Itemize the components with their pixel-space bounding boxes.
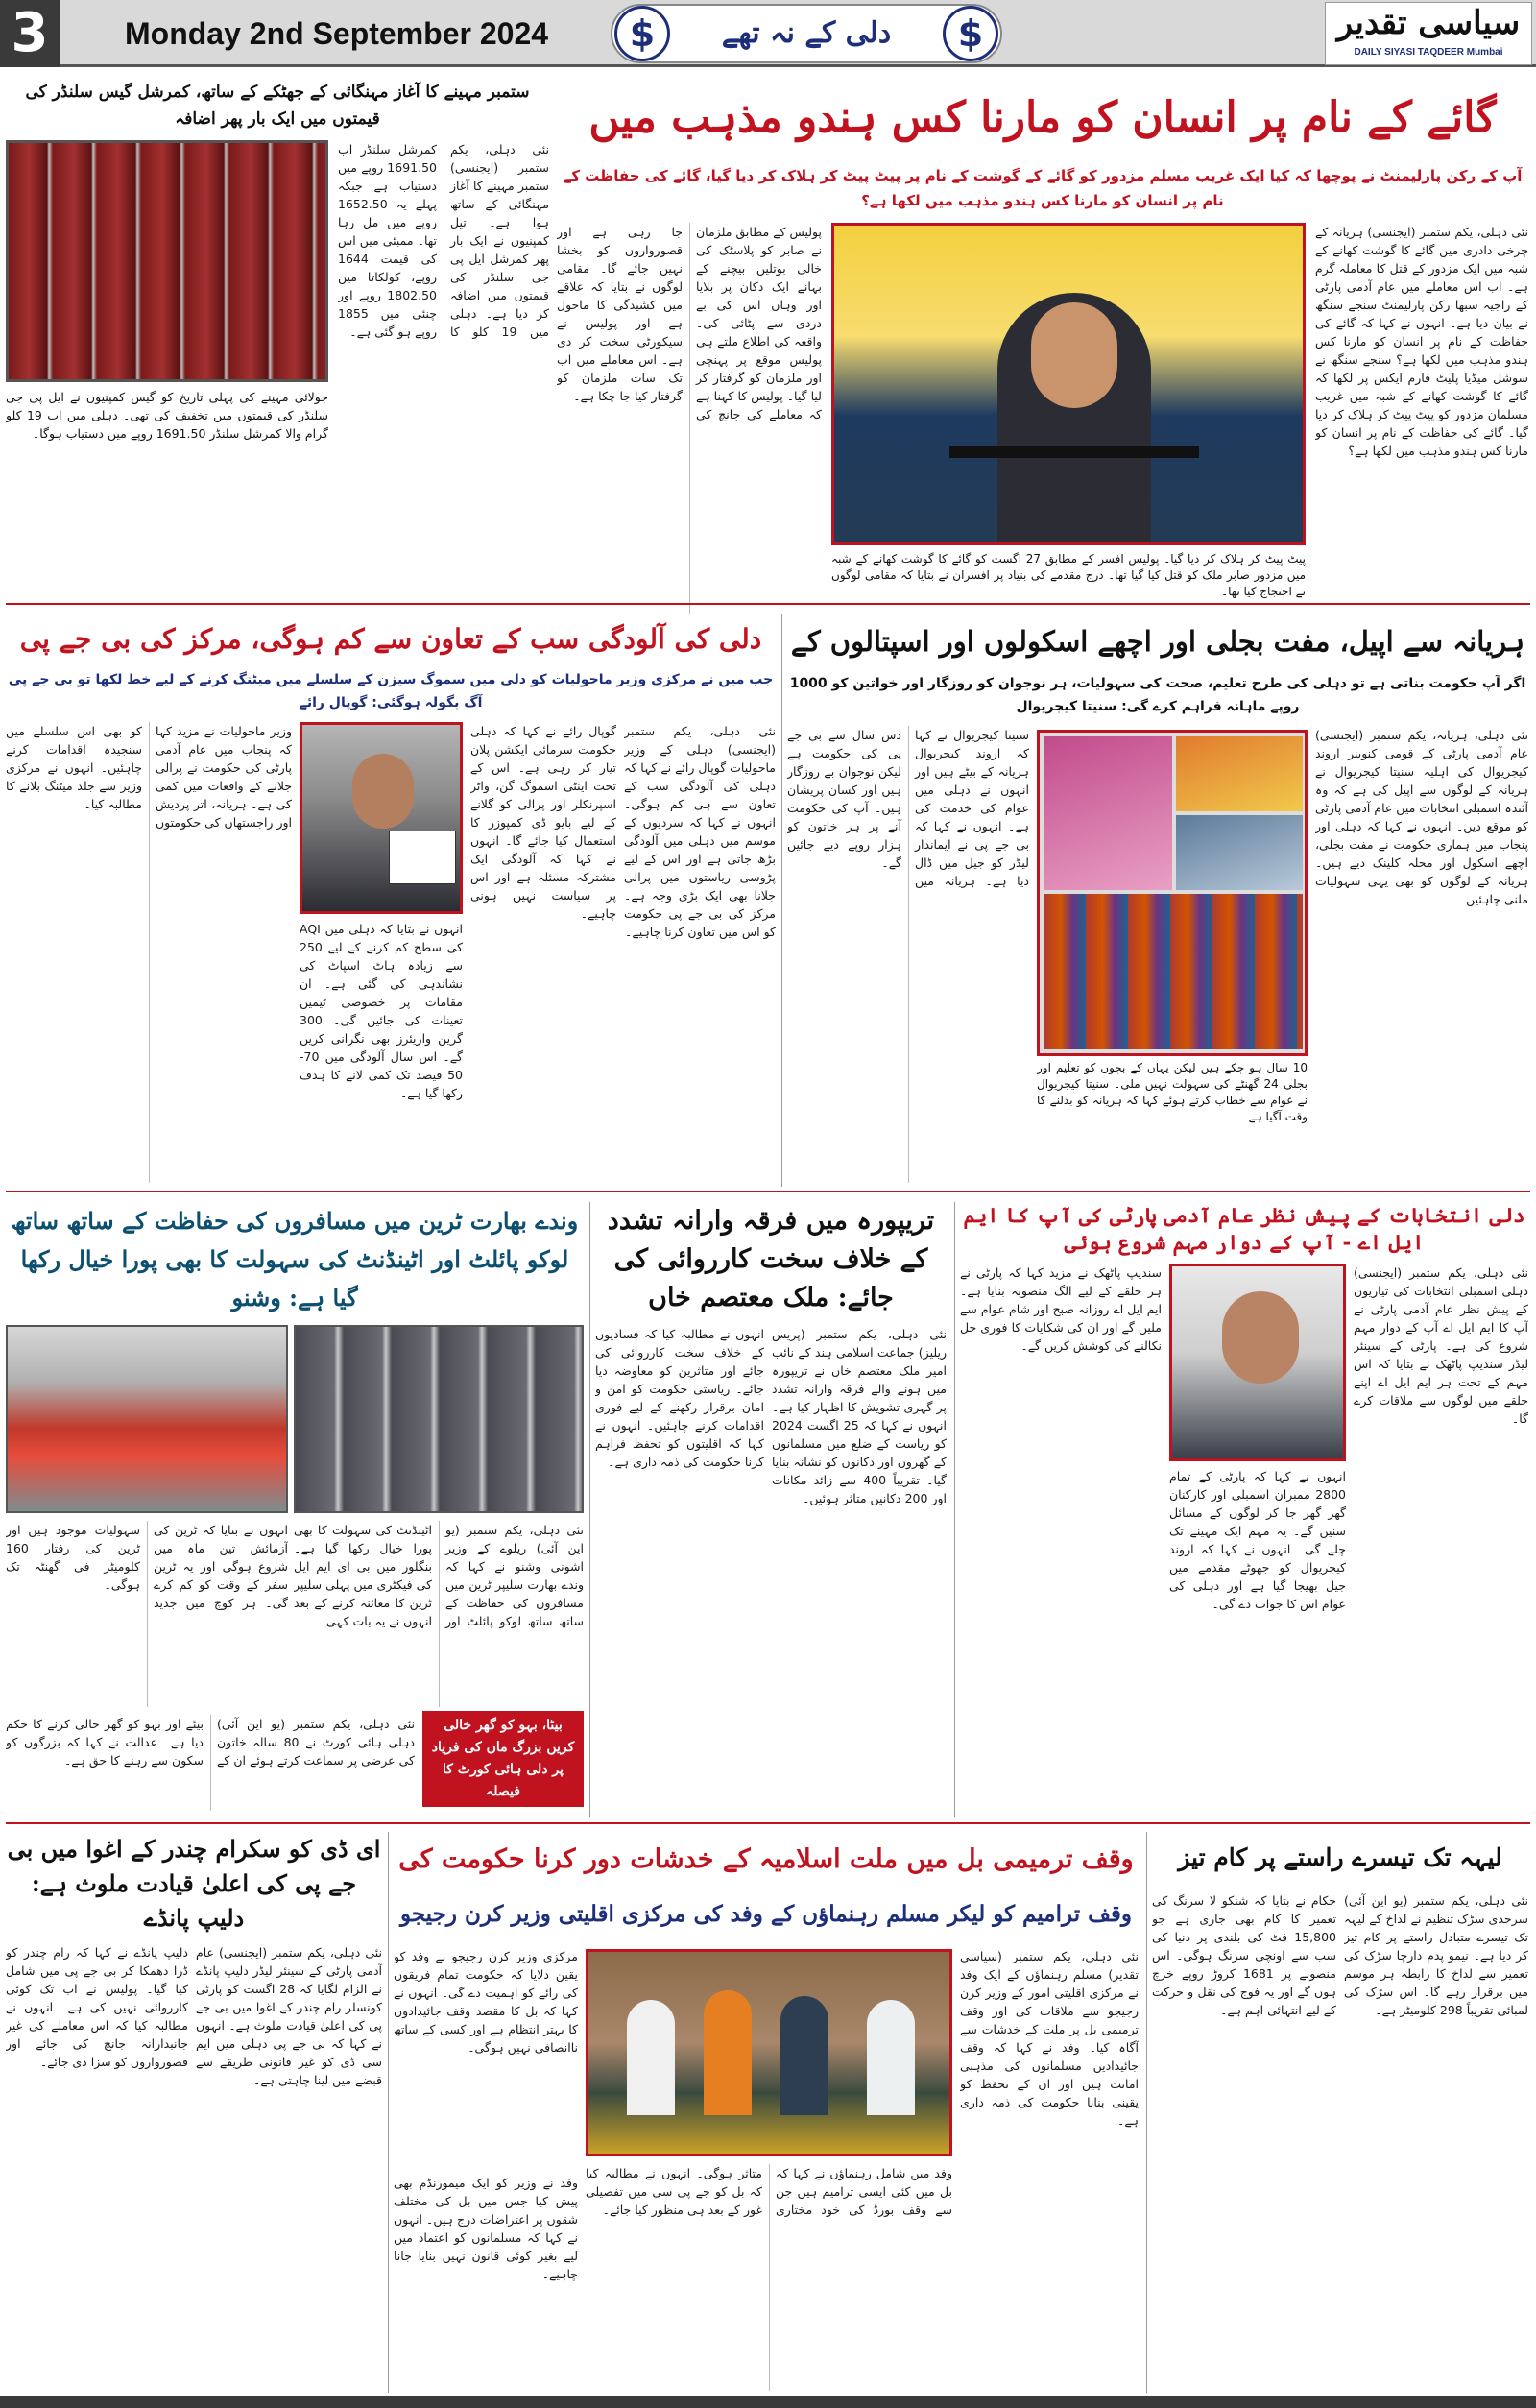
- aap-text-a: نئی دہلی، یکم ستمبر (ایجنسی) دہلی اسمبلی انتخابات کی تیاریوں کے پیش نظر عام آدمی پارٹی نے آپ کا ایم ایل اے آپ کے دوار مہم شروع کی ہے۔ پارٹی کے سینئر لیڈر سندیپ پاٹھک نے بتایا کہ اس مہم کے تحت ہر ایم ایل اے اپنے حلقے میں لوگوں سے ملاقات کرے گا۔: [1354, 1265, 1528, 1426]
- person-figure: [704, 1990, 752, 2115]
- ed-text-a: نئی دہلی، یکم ستمبر (ایجنسی) عام آدمی پارٹی کے سینئر لیڈر دلیپ پانڈے نے الزام لگایا کہ 28 اگست کو پارٹی کونسلر رام چندر کے اغوا میں بی جے پی کی اعلیٰ قیادت ملوث ہے۔ انہوں نے کہا کہ بی جے پی دہلی میں ایم سی ڈی کو غیر قانونی طریقے سے قبضے میں لینا چاہتی ہے۔: [196, 1945, 382, 2087]
- collage-tile: [1044, 736, 1172, 890]
- lead-photo-caption: پیٹ پیٹ کر ہلاک کر دیا گیا۔ پولیس افسر کے مطابق 27 اگست کو گائے کا گوشت کھانے کے شبہ میں مزدور صابر ملک کو قتل کیا گیا تھا۔ درج مقدمے کی بنیاد پر افسران نے بتایا کہ مقامی لوگوں نے احتجاج کیا تھا۔: [831, 552, 1306, 598]
- column-divider: [781, 614, 782, 1187]
- ed-text-b: دلیپ پانڈے نے کہا کہ رام چندر کو ڈرا دھمکا کر بی جے پی میں شامل کیا گیا۔ پولیس نے اب تک کوئی کارروائی نہیں کی ہے۔ انہوں نے مطالبہ کیا کہ اس معاملے کی غیر جانبدارانہ جانچ کی جائے اور قصورواروں کو سزا دی جائے۔: [6, 1945, 188, 2069]
- section-divider: [6, 1191, 1530, 1192]
- pollution-text-b: گوپال رائے نے کہا کہ دہلی حکومت سرمائی ایکشن پلان تیار کر رہی ہے۔ اس کے تحت اینٹی اسموگ گن، واٹر اسپرنکلر اور پرالی کو گلانے کے لیے بایو ڈی کمپوزر کا استعمال کیا جائے گا۔ انہوں نے کہا کہ آلودگی ایک مشترکہ مسئلہ ہے اور اس پر سیاست نہیں ہونی چاہیے۔: [470, 724, 616, 921]
- haryana-strapline: اگر آپ حکومت بناتی ہے تو دہلی کی طرح تعلیم، صحت کی سہولیات، ہر نوجوان کو روزگار اور خواتین کو 1000 روپے ماہانہ فراہم کرے گی: سنیتا کیجریوال: [789, 676, 1526, 714]
- cylinder-photo: [6, 140, 328, 382]
- haryana-headline: ہریانہ سے اپیل، مفت بجلی اور اچھے اسکولوں اور اسپتالوں کے: [790, 625, 1525, 658]
- aap-text-c: سندیپ پاٹھک نے مزید کہا کہ پارٹی نے ہر حلقے کے لیے الگ منصوبہ بنایا ہے۔ ایم ایل اے روزانہ صبح اور شام عوام سے ملیں گے اور ان کی شکایات کا فوری حل نکالنے کی کوشش کریں گے۔: [960, 1265, 1162, 1353]
- aap-photo: [1169, 1264, 1346, 1461]
- tripura-headline: تریپورہ میں فرقہ وارانہ تشدد کے خلاف سخت کارروائی کی جائے: ملک معتصم خاں: [607, 1206, 935, 1312]
- lahaul-headline: لیہہ تک تیسرے راستے پر کام تیز: [1178, 1843, 1502, 1871]
- train-exterior-photo: [6, 1325, 288, 1513]
- lead-headline: گائے کے نام پر انسان کو مارنا کس ہندو مذہب میں: [588, 93, 1497, 142]
- lead-strapline: آپ کے رکن پارلیمنٹ نے پوچھا کہ کیا ایک غریب مسلم مزدور کو گائے کے گوشت کے نام پر پیٹ پیٹ کر ہلاک کر دیا گیا، گائے کی حفاظت کے نام پر انسان کو مارنا کس ہندو مذہب میں لکھا ہے؟: [563, 167, 1523, 209]
- haryana-text-left: سنیتا کیجریوال نے کہا کہ اروند کیجریوال ہریانہ کے بیٹے ہیں اور انہوں نے دہلی میں عوام کی خدمت کی ہے۔ انہوں نے کہا کہ بی جے پی نے ایماندار لیڈر کو جیل میں ڈال دیا ہے۔ ہریانہ میں دس سال سے بی جے پی کی حکومت ہے لیکن نوجوان بے روزگار ہیں اور کسان پریشان ہیں۔ آپ کی حکومت آنے پر ہر خاتون کو ہزار روپے دیے جائیں گے۔: [787, 728, 1029, 888]
- logo-english-text: DAILY SIYASI TAQDEER: [1354, 47, 1464, 58]
- train-interior-photo: [294, 1325, 584, 1513]
- aap-text-b: انہوں نے کہا کہ پارٹی کے تمام 2800 ممبران اسمبلی اور کارکنان گھر گھر جا کر لوگوں کے مسائل سنیں گے۔ یہ مہم ایک مہینے تک چلے گی۔ انہوں نے کہا کہ اروند کیجریوال کو جھوٹے مقدمے میں جیل بھیجا گیا ہے اور دہلی کی عوام اس کا جواب دے گی۔: [1169, 1469, 1346, 1611]
- ed-headline: ای ڈی کو سکرام چندر کے اغوا میں بی جے پی کی اعلیٰ قیادت ملوث ہے: دلیپ پانڈے: [7, 1835, 381, 1932]
- tripura-text-a: نئی دہلی، یکم ستمبر (پریس ریلیز) جماعت اسلامی ہند کے نائب امیر ملک معتصم خاں نے تریپورہ میں ہونے والے فرقہ وارانہ تشدد پر گہری تشویش کا اظہار کیا ہے۔ انہوں نے کہا کہ 25 اگست 2024 کو ریاست کے ضلع میں مسلمانوں کے گھروں اور دکانوں کو نشانہ بنایا گیا۔ تقریباً 400 سے زائد مکانات اور 200 دکانیں متاثر ہوئیں۔: [772, 1327, 947, 1505]
- collage-tile: [1176, 736, 1303, 811]
- collage-tile: [1176, 815, 1303, 890]
- waqf-text-c: مرکزی وزیر کرن رجیجو نے وفد کو یقین دلایا کہ حکومت تمام فریقوں کی رائے کو اہمیت دے گی۔ انہوں نے کہا کہ بل کا مقصد وقف جائیدادوں کا بہتر انتظام ہے اور کسی کے ساتھ ناانصافی نہیں ہوگی۔: [394, 1949, 578, 2055]
- masthead-tagline: دلی کے نہ تھے: [721, 16, 892, 50]
- pollution-headline: دلی کی آلودگی سب کے تعاون سے کم ہوگی، مرکز کی بی جے پی: [19, 623, 762, 655]
- court-box-text: بیٹا، بہو کو گھر خالی کریں بزرگ ماں کی فریاد پر دلی ہائی کورٹ کا فیصلہ: [431, 1718, 575, 1799]
- haryana-photo-caption: 10 سال ہو چکے ہیں لیکن یہاں کے بچوں کو تعلیم اور بجلی 24 گھنٹے کی سہولت نہیں ملی۔ سنیتا کیجریوال نے عوام سے خطاب کرتے ہوئے کہا کہ ہریانہ کو بدلنے کا وقت آگیا ہے۔: [1037, 1061, 1308, 1123]
- column-divider: [954, 1202, 955, 1817]
- waqf-text-a: نئی دہلی، یکم ستمبر (سیاسی تقدیر) مسلم رہنماؤں کے ایک وفد نے مرکزی اقلیتی امور کے وزیر کرن رجیجو سے ملاقات کی اور وقف ترمیمی بل پر ملت کے خدشات سے آگاہ کیا۔ وفد نے کہا کہ وقف جائیدادیں مسلمانوں کی مذہبی امانت ہیں اور ان کے تحفظ کو یقینی بنانا حکومت کی ذمہ داری ہے۔: [960, 1949, 1139, 2128]
- speaker-face: [1222, 1291, 1299, 1384]
- logo-urdu: سیاسی تقدیر: [1336, 4, 1521, 42]
- vande-bharat-text-a: نئی دہلی، یکم ستمبر (یو این آئی) ریلوے کے وزیر اشونی وشنو نے کہا کہ وندے بھارت سلیپر ٹرین میں مسافروں کی حفاظت کے ساتھ ساتھ لوکو پائلٹ اور اٹینڈنٹ کی سہولت کا بھی پورا خیال رکھا گیا ہے۔ بنگلور میں بی ای ایم ایل کی فیکٹری میں پہلی سلیپر ٹرین کا معائنہ کرنے کے بعد انہوں نے یہ بات کہی۔: [294, 1523, 584, 1628]
- cylinder-headline: ستمبر مہینے کا آغاز مہنگائی کے جھٹکے کے ساتھ، کمرشل گیس سلنڈر کی قیمتوں میں ایک بار پھر اضافہ: [25, 83, 530, 129]
- dollar-logo-icon: $: [614, 6, 670, 61]
- pollution-text-a: نئی دہلی، یکم ستمبر (ایجنسی) دہلی کے وزیر ماحولیات گوپال رائے نے کہا کہ دہلی کی آلودگی سب کے تعاون سے ہی کم ہوگی۔ انہوں نے کہا کہ سردیوں کے موسم میں دہلی میں آلودگی بڑھ جاتی ہے اور اس کے لیے پڑوسی ریاستوں میں پرالی جلانا بھی ایک بڑی وجہ ہے۔ مرکز کی بی جے پی حکومت کو اس میں تعاون کرنا چاہیے۔: [624, 724, 776, 939]
- pollution-photo: [300, 722, 463, 914]
- vande-bharat-text-b: انہوں نے بتایا کہ ٹرین کی آزمائش تین ماہ میں شروع ہوگی اور یہ ٹرین سفر کے وقت کو کم کرے گی۔ ہر کوچ میں جدید سہولیات موجود ہیں اور ٹرین کی رفتار 160 کلومیٹر فی گھنٹہ تک ہوگی۔: [6, 1523, 288, 1610]
- lahaul-text-a: نئی دہلی، یکم ستمبر (یو این آئی) سرحدی سڑک تنظیم نے لداخ کے لیہہ تک تیسرے متبادل راستے پر کام تیز کر دیا ہے۔ نیمو پدم دارچا سڑک کی تعمیر سے لداخ کا رابطہ ہر موسم میں برقرار رہے گا۔ اس سڑک کی لمبائی تقریباً 298 کلومیٹر ہے۔: [1344, 1893, 1528, 2017]
- waqf-headline: وقف ترمیمی بل میں ملت اسلامیہ کے خدشات دور کرنا حکومت کی: [398, 1844, 1134, 1874]
- tripura-text-b: انہوں نے مطالبہ کیا کہ فسادیوں کے خلاف سخت کارروائی کی جائے اور متاثرین کو معاوضہ دیا جائے۔ ریاستی حکومت کو امن و امان برقرار رکھنے کے لیے فوری اقدامات کرنے چاہئیں۔ انہوں نے کہا کہ اقلیتوں کو تحفظ فراہم کرنا حکومت کی ذمہ داری ہے۔: [595, 1327, 764, 1469]
- lead-photo: [831, 223, 1306, 545]
- column-divider: [388, 1832, 389, 2393]
- speaker-face: [1031, 302, 1117, 408]
- page-number: 3: [0, 0, 60, 67]
- cylinder-text-a: نئی دہلی، یکم ستمبر (ایجنسی) ستمبر مہینے کا آغاز مہنگائی کے ساتھ ہوا ہے۔ تیل کمپنیوں نے ایک بار پھر کمرشل ایل پی جی سلنڈر کی قیمتوں میں اضافہ کر دیا ہے۔ دہلی میں 19 کلو کا کمرشل سلنڈر اب 1691.50 روپے میں دستیاب ہے جبکہ پہلے یہ 1652.50 روپے میں مل رہا تھا۔ ممبئی میں اس کی قیمت 1644 روپے، کولکاتا میں 1802.50 روپے اور چنئی میں 1855 روپے ہو گئی ہے۔: [338, 142, 549, 339]
- pollution-strapline: جب میں نے مرکزی وزیر ماحولیات کو دلی میں سموگ سیزن کے سلسلے میں میٹنگ کرنے کے لیے خط لکھا تو بی جے پی آگ بگولہ ہوگئی: گوپال رائے: [8, 672, 774, 710]
- logo-english: [1332, 44, 1524, 61]
- footer-bar: [0, 2396, 1536, 2408]
- court-story-text: نئی دہلی، یکم ستمبر (یو این آئی) دہلی ہائی کورٹ نے 80 سالہ خاتون کی عرضی پر سماعت کرتے ہوئے ان کے بیٹے اور بہو کو گھر خالی کرنے کا حکم دیا ہے۔ عدالت نے کہا کہ بزرگوں کو سکون سے رہنے کا حق ہے۔: [6, 1717, 415, 1768]
- waqf-subheadline: وقف ترامیم کو لیکر مسلم رہنماؤں کے وفد کی مرکزی اقلیتی وزیر کرن رجیجو: [399, 1901, 1133, 1927]
- lead-text-right: نئی دہلی، یکم ستمبر (ایجنسی) ہریانہ کے چرخی دادری میں گائے کا گوشت کھانے کے شبہ میں ایک مزدور کے قتل کا معاملہ گرم ہے۔ اب اس معاملے میں عام آدمی پارٹی کے راجیہ سبھا رکن پارلیمنٹ سنجے سنگھ نے بیان دیا ہے۔ انہوں نے کہا کہ گائے کی حفاظت کے نام پر انسان کو مارنا کس ہندو مذہب میں لکھا ہے؟ سنجے سنگھ نے سوشل میڈیا پلیٹ فارم ایکس پر لکھا کہ گائے کا گوشت کھانے کے شبہ میں غریب مسلمان مزدور کو پیٹ پیٹ کر ہلاک کر دیا گیا۔ گائے کی حفاظت کے نام پر انسان کو مارنا کس ہندو مذہب میں لکھا ہے؟: [1315, 225, 1528, 458]
- waqf-photo: [586, 1949, 952, 2156]
- vande-bharat-headline: وندے بھارت ٹرین میں مسافروں کی حفاظت کے ساتھ ساتھ لوکو پائلٹ اور اٹینڈنٹ کی سہولت کا بھی پورا خیال رکھا گیا ہے: وشنو: [11, 1207, 579, 1312]
- pollution-text-c: انہوں نے بتایا کہ دہلی میں AQI کی سطح کم کرنے کے لیے 250 سے زیادہ ہاٹ اسپاٹ کی نشاندہی کی گئی ہے۔ ان مقامات پر خصوصی ٹیمیں تعینات کی جائیں گی۔ 300 گرین واریئرز بھی نگرانی کریں گے۔ اس سال آلودگی میں 70-50 فیصد تک کمی لانے کا ہدف رکھا گیا ہے۔: [300, 922, 463, 1100]
- cylinder-photo-caption: جولائی مہینے کی پہلی تاریخ کو گیس کمپنیوں نے ایل پی جی سلنڈر کی قیمتوں میں تخفیف کی تھی۔ دہلی میں اب 19 کلو گرام والا کمرشل سلنڈر 1691.50 روپے میں دستیاب ہوگا۔: [6, 390, 328, 441]
- collage-tile: [1044, 894, 1303, 1049]
- chart-board: [389, 831, 456, 884]
- person-figure: [867, 2000, 915, 2115]
- waqf-text-b: وفد میں شامل رہنماؤں نے کہا کہ بل میں کئی ایسی ترامیم ہیں جن سے وقف بورڈ کی خود مختاری متاثر ہوگی۔ انہوں نے مطالبہ کیا کہ بل کو جے پی سی میں تفصیلی غور کے بعد ہی منظور کیا جائے۔: [586, 2166, 952, 2217]
- column-divider: [589, 1202, 590, 1817]
- logo-city: Mumbai: [1466, 47, 1503, 58]
- haryana-text-right: نئی دہلی، ہریانہ، یکم ستمبر (ایجنسی) عام آدمی پارٹی کے قومی کنوینر اروند کیجریوال کی اہلیہ سنیتا کیجریوال نے ہریانہ کے لوگوں سے اپیل کی ہے کہ وہ آئندہ اسمبلی انتخابات میں عام آدمی پارٹی کو موقع دیں۔ انہوں نے کہا کہ دہلی اور پنجاب میں ہماری حکومت نے مفت بجلی، اچھے اسکول اور محلہ کلینک دیے ہیں۔ ہریانہ کے لوگوں کو بھی یہی سہولیات ملنی چاہئیں۔: [1315, 728, 1528, 906]
- person-figure: [780, 1996, 828, 2115]
- masthead-date: Monday 2nd September 2024: [125, 16, 549, 51]
- waqf-text-d: وفد نے وزیر کو ایک میمورنڈم بھی پیش کیا جس میں بل کی مختلف شقوں پر اعتراضات درج ہیں۔ انہوں نے کہا کہ مسلمانوں کو اعتماد میں لیے بغیر کوئی قانون نہیں بنایا جانا چاہیے۔: [394, 2176, 578, 2281]
- section-divider: [6, 1822, 1530, 1824]
- lead-text-left: پولیس کے مطابق ملزمان نے صابر کو پلاسٹک کی خالی بوتلیں بیچنے کے بہانے ایک دکان پر بلایا اور وہاں اس کی بے دردی سے پٹائی کی۔ واقعہ کی اطلاع ملتے ہی پولیس موقع پر پہنچی اور ملزمان کو گرفتار کر لیا گیا۔ پولیس کا کہنا ہے کہ معاملے کی جانچ کی جا رہی ہے اور قصورواروں کو بخشا نہیں جائے گا۔ مقامی لوگوں نے بتایا کہ علاقے میں کشیدگی کا ماحول ہے اور پولیس نے سیکورٹی سخت کر دی ہے۔ اس معاملے میں اب تک سات ملزمان کو گرفتار کیا جا چکا ہے۔: [557, 225, 822, 421]
- section-divider: [6, 603, 1530, 605]
- column-divider: [1146, 1832, 1147, 2393]
- speaker-face: [352, 754, 414, 829]
- dollar-logo-icon: $: [943, 6, 998, 61]
- haryana-photo-collage: [1037, 730, 1308, 1056]
- aap-headline: دلی انتخابات کے پیش نظر عام آدمی پارٹی کی آپ کا ایم ایل اے - آپ کے دوار مہم شروع ہوئی: [963, 1203, 1525, 1254]
- microphone: [949, 446, 1199, 458]
- lahaul-text-b: حکام نے بتایا کہ شنکو لا سرنگ کی تعمیر کا کام بھی جاری ہے جو 15,800 فٹ کی بلندی پر دنیا کی سب سے اونچی سرنگ ہوگی۔ اس منصوبے پر 1681 کروڑ روپے خرچ ہوں گے اور یہ فوج کی نقل و حرکت کے لیے انتہائی اہم ہے۔: [1152, 1893, 1336, 2017]
- pollution-text-d: وزیر ماحولیات نے مزید کہا کہ پنجاب میں عام آدمی پارٹی کی حکومت نے پرالی جلانے کے واقعات میں کمی کی ہے۔ ہریانہ، اتر پردیش اور راجستھان کی حکومتوں کو بھی اس سلسلے میں سنجیدہ اقدامات کرنے چاہئیں۔ انہوں نے مرکزی وزیر سے جلد میٹنگ بلانے کا مطالبہ کیا۔: [6, 724, 292, 830]
- person-figure: [627, 2000, 675, 2115]
